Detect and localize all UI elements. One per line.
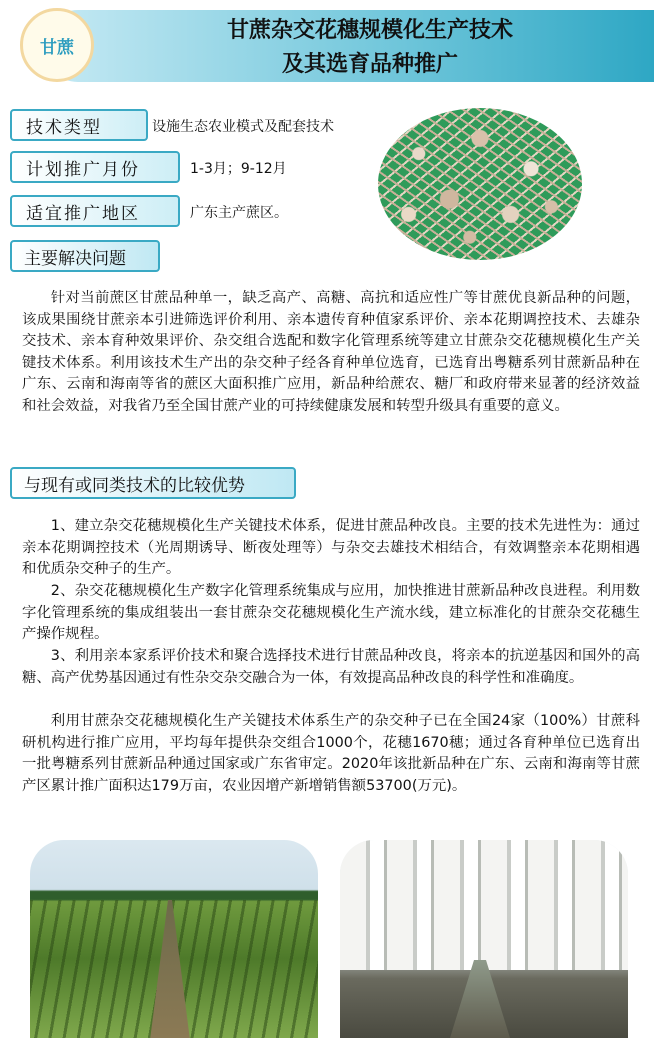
region-label: 适宜推广地区 xyxy=(10,195,180,227)
month-label: 计划推广月份 xyxy=(10,151,180,183)
advantage-paragraph-2: 2、杂交花穗规模化生产数字化管理系统集成与应用，加快推进甘蔗新品种改良进程。利用数字化管理系统的集成组装出一套甘蔗杂交花穗规模化生产流水线，建立标准化的甘蔗杂交花穗生产操作规程。 xyxy=(22,583,640,643)
page-title xyxy=(110,14,630,82)
greenhouse-aisle xyxy=(450,960,510,1038)
title-line-2: 及其选育品种推广 xyxy=(281,52,458,77)
advantage-paragraph-1: 1、建立杂交花穗规模化生产关键技术体系，促进甘蔗品种改良。主要的技术先进性为：通过亲本花期调控技术（光周期诱导、断夜处理等）与杂交去雄技术相结合，有效调整亲本花期相遇和优质杂交种子的生产。 xyxy=(22,518,640,578)
sugarcane-flower-photo xyxy=(378,108,582,260)
title-line-1: 甘蔗杂交花穗规模化生产技术 xyxy=(226,18,513,43)
sugarcane-field-photo xyxy=(30,840,318,1038)
advantage-paragraph-4: 利用甘蔗杂交花穗规模化生产关键技术体系生产的杂交种子已在全国24家（100%）甘蔗科研机构进行推广应用，平均每年提供杂交组合1000个，花穗1670穗；通过各育种单位已选育出一批粤糖系列甘蔗新品种通过国家或广东省审定。2020年该批新品种在广东、云南和海南等甘蔗产区累计推广面积达179万亩，农业因增产新增销售额53700(万元)。 xyxy=(22,713,640,794)
greenhouse-photo xyxy=(340,840,628,1038)
problem-heading: 主要解决问题 xyxy=(10,240,160,272)
greenhouse-bags xyxy=(340,840,628,970)
region-value: 广东主产蔗区。 xyxy=(190,205,288,221)
advantage-paragraph-3: 3、利用亲本家系评价技术和聚合选择技术进行甘蔗品种改良，将亲本的抗逆基因和国外的高糖、高产优势基因通过有性杂交杂交融合为一体，有效提高品种改良的科学性和准确度。 xyxy=(22,648,640,686)
crop-badge: 甘蔗 xyxy=(20,8,94,82)
tech-type-value: 设施生态农业模式及配套技术 xyxy=(152,119,334,135)
tech-type-label: 技术类型 xyxy=(10,109,148,141)
advantage-heading: 与现有或同类技术的比较优势 xyxy=(10,467,296,499)
problem-text: 针对当前蔗区甘蔗品种单一，缺乏高产、高糖、高抗和适应性广等甘蔗优良新品种的问题，该成果围绕甘蔗亲本引进筛选评价利用、亲本遗传育种值家系评价、亲本花期调控技术、去雄杂交技术、亲本育种效果评价、杂交组合选配和数字化管理系统等建立甘蔗杂交花穗规模化生产关键技术体系。利用该技术生产出的杂交种子经各育种单位选育，已选育出粤糖系列甘蔗新品种在广东、云南和海南等省的蔗区大面积推广应用，新品种给蔗农、糖厂和政府带来显著的经济效益和社会效益，对我省乃至全国甘蔗产业的可持续健康发展和转型升级具有重要的意义。 xyxy=(22,290,640,414)
month-value: 1-3月；9-12月 xyxy=(190,161,287,177)
